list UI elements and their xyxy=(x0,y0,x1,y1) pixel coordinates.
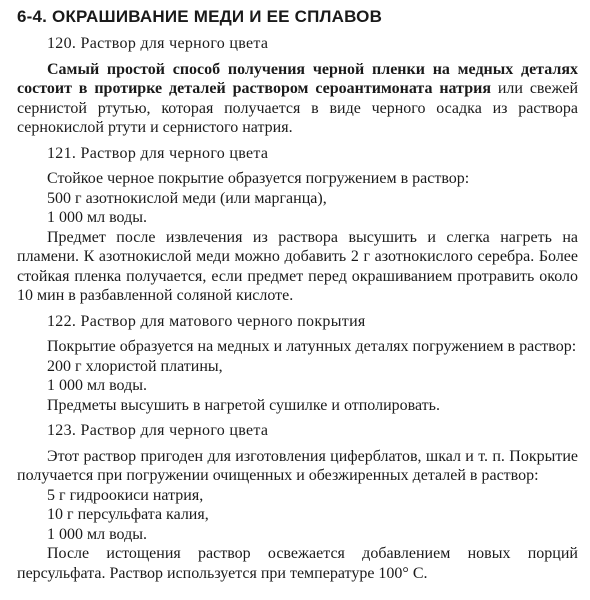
recipe-text: Предметы высушить в нагретой сушилке и отполировать. xyxy=(47,396,440,414)
recipe-120 xyxy=(17,34,578,138)
recipe-title: 120. Раствор для черного цвета xyxy=(47,35,269,52)
ingredient-line: 200 г хлористой платины, xyxy=(47,357,223,375)
ingredient-line: 1 000 мл воды. xyxy=(47,209,147,226)
recipe-intro: Покрытие образуется на медных и латунных деталях погружением в раствор: xyxy=(47,338,577,355)
ingredient-line: 10 г персульфата калия, xyxy=(47,506,209,523)
recipe-title: 121. Раствор для черного цвета xyxy=(47,144,269,162)
recipe-122 xyxy=(17,312,578,416)
ingredient-line: 1 000 мл воды. xyxy=(47,377,147,394)
ingredient-line: 5 г гидроокиси натрия, xyxy=(47,486,204,504)
ingredient-line: 500 г азотнокислой меди (или марганца), xyxy=(47,189,327,207)
chapter-title: 6-4. ОКРАШИВАНИЕ МЕДИ И ЕЕ СПЛАВОВ xyxy=(17,7,383,26)
recipe-title: 123. Раствор для черного цвета xyxy=(47,422,269,439)
recipe-123 xyxy=(17,421,578,583)
ingredient-line: 1 000 мл воды. xyxy=(47,525,147,543)
recipe-intro: Этот раствор пригоден для изготовления циферблатов, шкал и т. п. Покрытие получается при погружении очищенных и обезжиренных деталей в раствор: xyxy=(17,447,578,484)
recipe-text-regular: или свежей сернистой ртутью, которая получается в виде черного осадка из раствора сернокислой ртути и сернистого натрия. xyxy=(17,80,578,136)
recipe-intro: Стойкое черное покрытие образуется погружением в раствор: xyxy=(47,170,470,187)
recipe-text-bold: Самый простой способ получения черной пленки на медных деталях состоит в протирке деталей раствором сероантимоната натрия xyxy=(17,60,578,97)
recipe-text: Предмет после извлечения из раствора высушить и слегка нагреть на пламени. К азотнокислой меди можно добавить 2 г азотнокислого серебра. Более стойкая пленка получается, если предмет перед окрашиванием протравить около 10 мин в разбавленной соляной кислоте. xyxy=(17,228,578,304)
recipe-text: После истощения раствор освежается добавлением новых порций персульфата. Раствор используется при температуре 100° С. xyxy=(17,545,578,582)
recipe-title: 122. Раствор для матового черного покрытия xyxy=(47,312,366,330)
recipe-121 xyxy=(17,144,578,306)
recipe-text xyxy=(17,60,578,138)
